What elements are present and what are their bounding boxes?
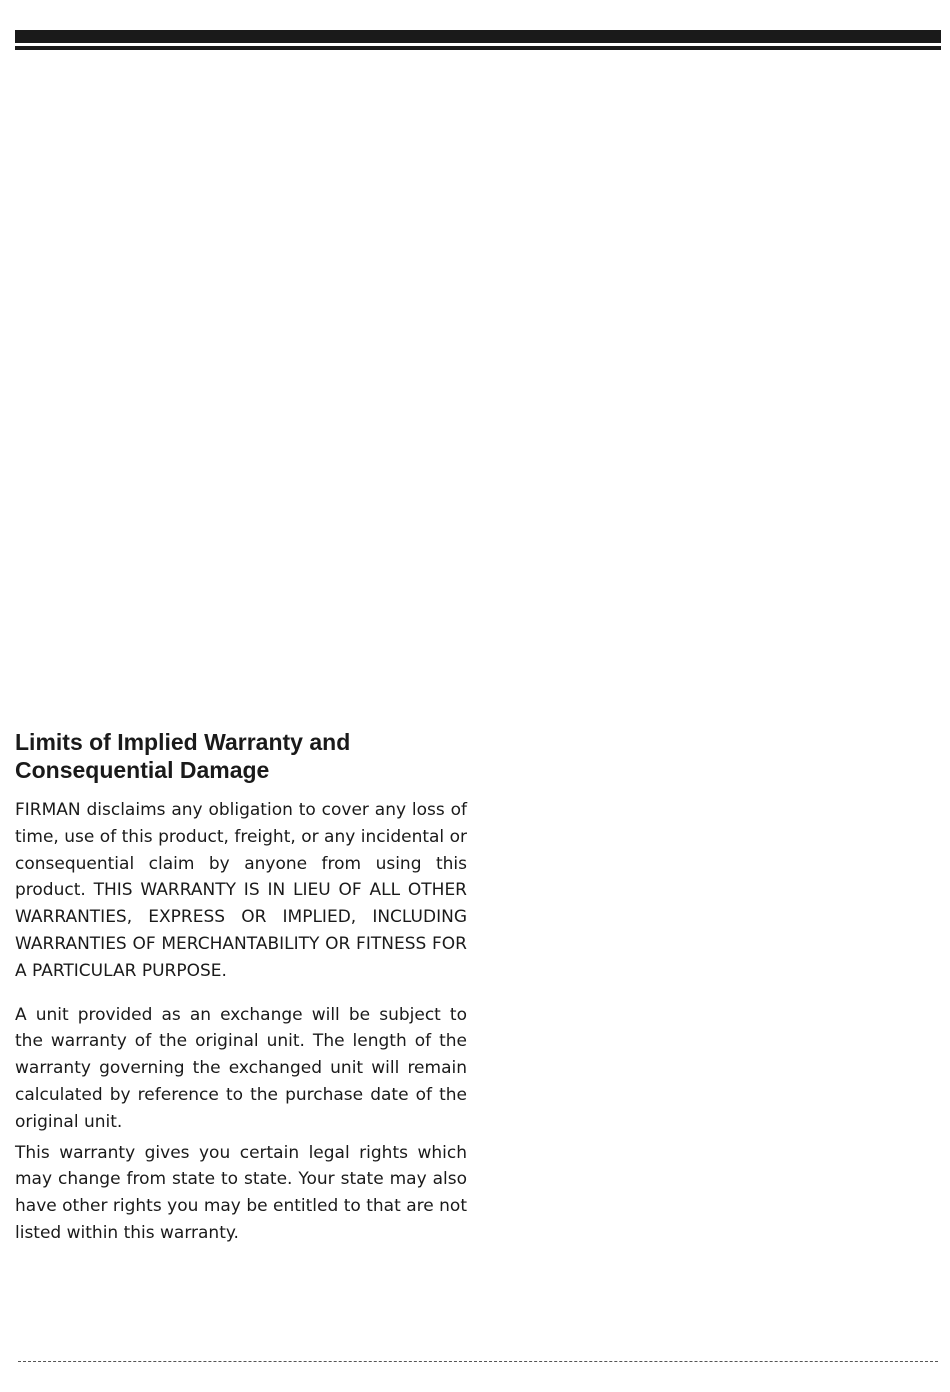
paragraph-disclaimer: FIRMAN disclaims any obligation to cover any loss of time, use of this product, freight, or any incidental or consequential claim by anyone from using this product. THIS WARRANTY IS IN LIEU OF ALL OTHER WARRANTIES, EXPRESS OR IMPLIED, INCLUDING WARRANTIES OF MERCHANTABILITY OR FITNESS FOR A PARTICULAR PURPOSE. bbox=[15, 800, 467, 981]
header-rule-thick bbox=[15, 30, 941, 43]
warranty-limits-section bbox=[15, 728, 467, 1247]
paragraph-exchange: A unit provided as an exchange will be subject to the warranty of the original unit. The length of the warranty governing the exchanged unit will remain calculated by reference to the purchase date of the original unit. bbox=[15, 1004, 467, 1132]
section-heading: Limits of Implied Warranty and Consequential Damage bbox=[15, 729, 351, 783]
header-rule-thin bbox=[15, 46, 941, 50]
cut-line-divider bbox=[18, 1361, 938, 1362]
paragraph-legal-rights: This warranty gives you certain legal rights which may change from state to state. Your state may also have other rights you may be entitled to that are not listed within this warranty. bbox=[15, 1142, 467, 1243]
